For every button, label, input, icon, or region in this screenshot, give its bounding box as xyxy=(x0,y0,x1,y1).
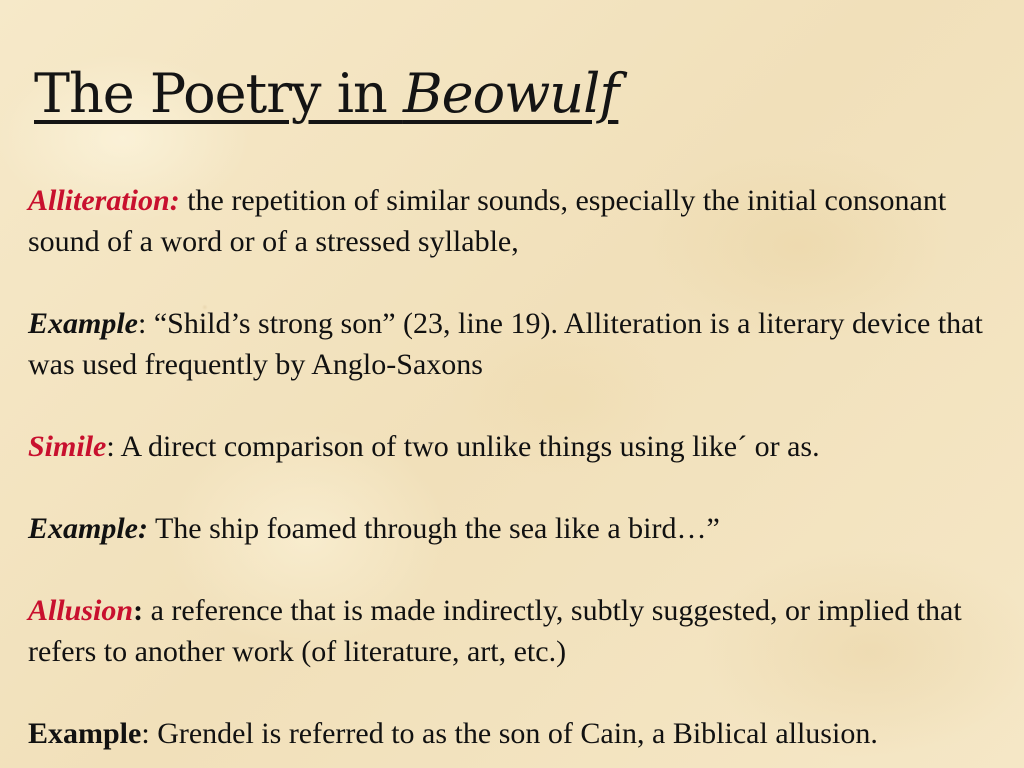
allusion-sep: : xyxy=(133,594,144,627)
simile-term: Simile xyxy=(28,430,107,463)
allusion-paragraph xyxy=(28,590,1013,672)
simile-example-label: Example: xyxy=(28,512,148,545)
allusion-example-label: Example xyxy=(28,717,142,750)
allusion-term: Allusion xyxy=(28,594,134,627)
alliteration-example-paragraph xyxy=(28,303,1013,385)
alliteration-definition: the repetition of similar sounds, especially the initial consonant sound of a word or of a stressed syllable, xyxy=(28,184,947,258)
simile-definition: A direct comparison of two unlike things using like´ or as. xyxy=(120,430,820,463)
simile-example-text: The ship foamed through the sea like a bird…” xyxy=(148,512,720,545)
title-main: The Poetry in xyxy=(34,62,403,125)
alliteration-example-sep: : xyxy=(138,307,154,340)
allusion-example-sep: : xyxy=(141,717,158,750)
alliteration-paragraph xyxy=(28,180,1013,262)
alliteration-example-text: “Shild’s strong son” (23, line 19). Alliteration is a literary device that was used frequently by Anglo-Saxons xyxy=(28,307,983,381)
simile-sep: : xyxy=(106,430,121,463)
allusion-example-paragraph xyxy=(28,713,1013,754)
allusion-example-text: Grendel is referred to as the son of Cain, a Biblical allusion. xyxy=(157,717,878,750)
simile-example-paragraph xyxy=(28,508,1013,549)
title-italic: Beowulf xyxy=(402,62,619,125)
allusion-definition: a reference that is made indirectly, subtly suggested, or implied that refers to another work (of literature, art, etc.) xyxy=(28,594,962,668)
slide-title xyxy=(34,60,618,128)
alliteration-term: Alliteration: xyxy=(28,184,180,217)
alliteration-example-label: Example xyxy=(28,307,138,340)
simile-paragraph xyxy=(28,426,1013,467)
slide-content xyxy=(28,180,1013,754)
